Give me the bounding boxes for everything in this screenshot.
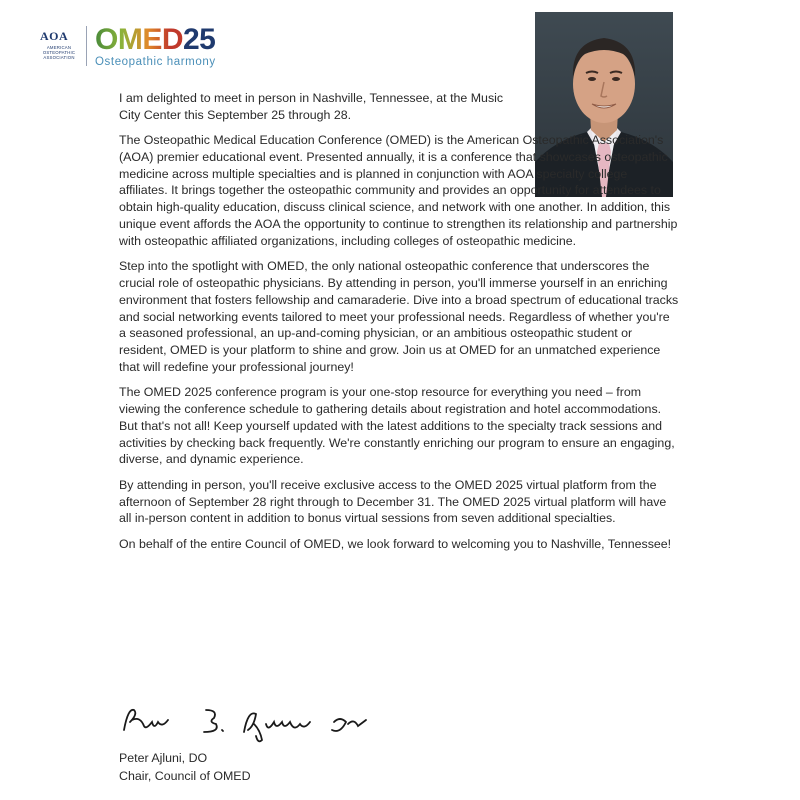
omed-logo	[95, 22, 216, 68]
aoa-line: ASSOCIATION	[43, 55, 75, 60]
signature-block	[119, 749, 251, 785]
header	[38, 24, 216, 68]
handwritten-signature	[118, 700, 388, 749]
signer-title: Chair, Council of OMED	[119, 769, 251, 783]
letter-paragraph: By attending in person, you'll receive exclusive access to the OMED 2025 virtual platform from the afternoon of September 28 right through to December 31. The OMED 2025 virtual platform will have all in-person content in addition to bonus virtual sessions from seven additional specialties.	[119, 477, 667, 526]
signature-scribble	[118, 700, 388, 744]
logo-divider	[86, 26, 87, 66]
omed-title	[95, 22, 216, 56]
omed-year: 25	[183, 22, 216, 56]
aoa-logo	[38, 25, 80, 67]
omed-wordmark: OMED	[95, 22, 183, 56]
letter-body	[119, 90, 679, 561]
aoa-logo-text	[38, 45, 80, 60]
signer-name: Peter Ajluni, DO	[119, 751, 208, 765]
letter-paragraph: The OMED 2025 conference program is your one-stop resource for everything you need – from viewing the conference schedule to gathering details about registration and hotel accommodations. But that's not all! Keep yourself updated with the latest additions to the specialty track sessions and activities by checking back frequently. We're constantly enriching our program to ensure an engaging, diverse, and dynamic experience.	[119, 385, 675, 467]
letter-paragraph: Step into the spotlight with OMED, the only national osteopathic conference that underscores the crucial role of osteopathic physicians. By attending in person, you'll immerse yourself in an enriching environment that fosters fellowship and camaraderie. Dive into a broad spectrum of educational tracks and social networking events tailored to meet your professional needs. Regardless of whether you're a seasoned professional, an up-and-coming physician, or an ambitious osteopathic student or resident, OMED is your platform to shine and grow. Join us at OMED for an unmatched experience that will redefine your professional journey!	[119, 259, 679, 374]
tagline: Osteopathic harmony	[95, 55, 216, 68]
aoa-line: OSTEOPATHIC	[42, 50, 76, 55]
aoa-mark: AOA	[40, 29, 69, 43]
letter-paragraph: The Osteopathic Medical Education Conference (OMED) is the American Osteopathic Association's (AOA) premier educational event. Presented annually, it is a conference that showcases osteopathic medicine across multiple specialties and is planned in conjunction with AOA specialty college affiliates. It brings together the osteopathic community and provides an opportunity for attendees to obtain high-quality education, discuss clinical science, and network with one another. In addition, this unique event affords the AOA the opportunity to continue to strengthen its relationship and partnership with osteopathic affiliated organizations, including colleges of osteopathic medicine.	[119, 133, 678, 248]
aoa-line: AMERICAN	[46, 45, 72, 50]
letter-paragraph: On behalf of the entire Council of OMED, we look forward to welcoming you to Nashville, Tennessee!	[119, 536, 672, 551]
letter-paragraph: I am delighted to meet in person in Nashville, Tennessee, at the Music City Center this September 25 through 28.	[119, 91, 504, 122]
